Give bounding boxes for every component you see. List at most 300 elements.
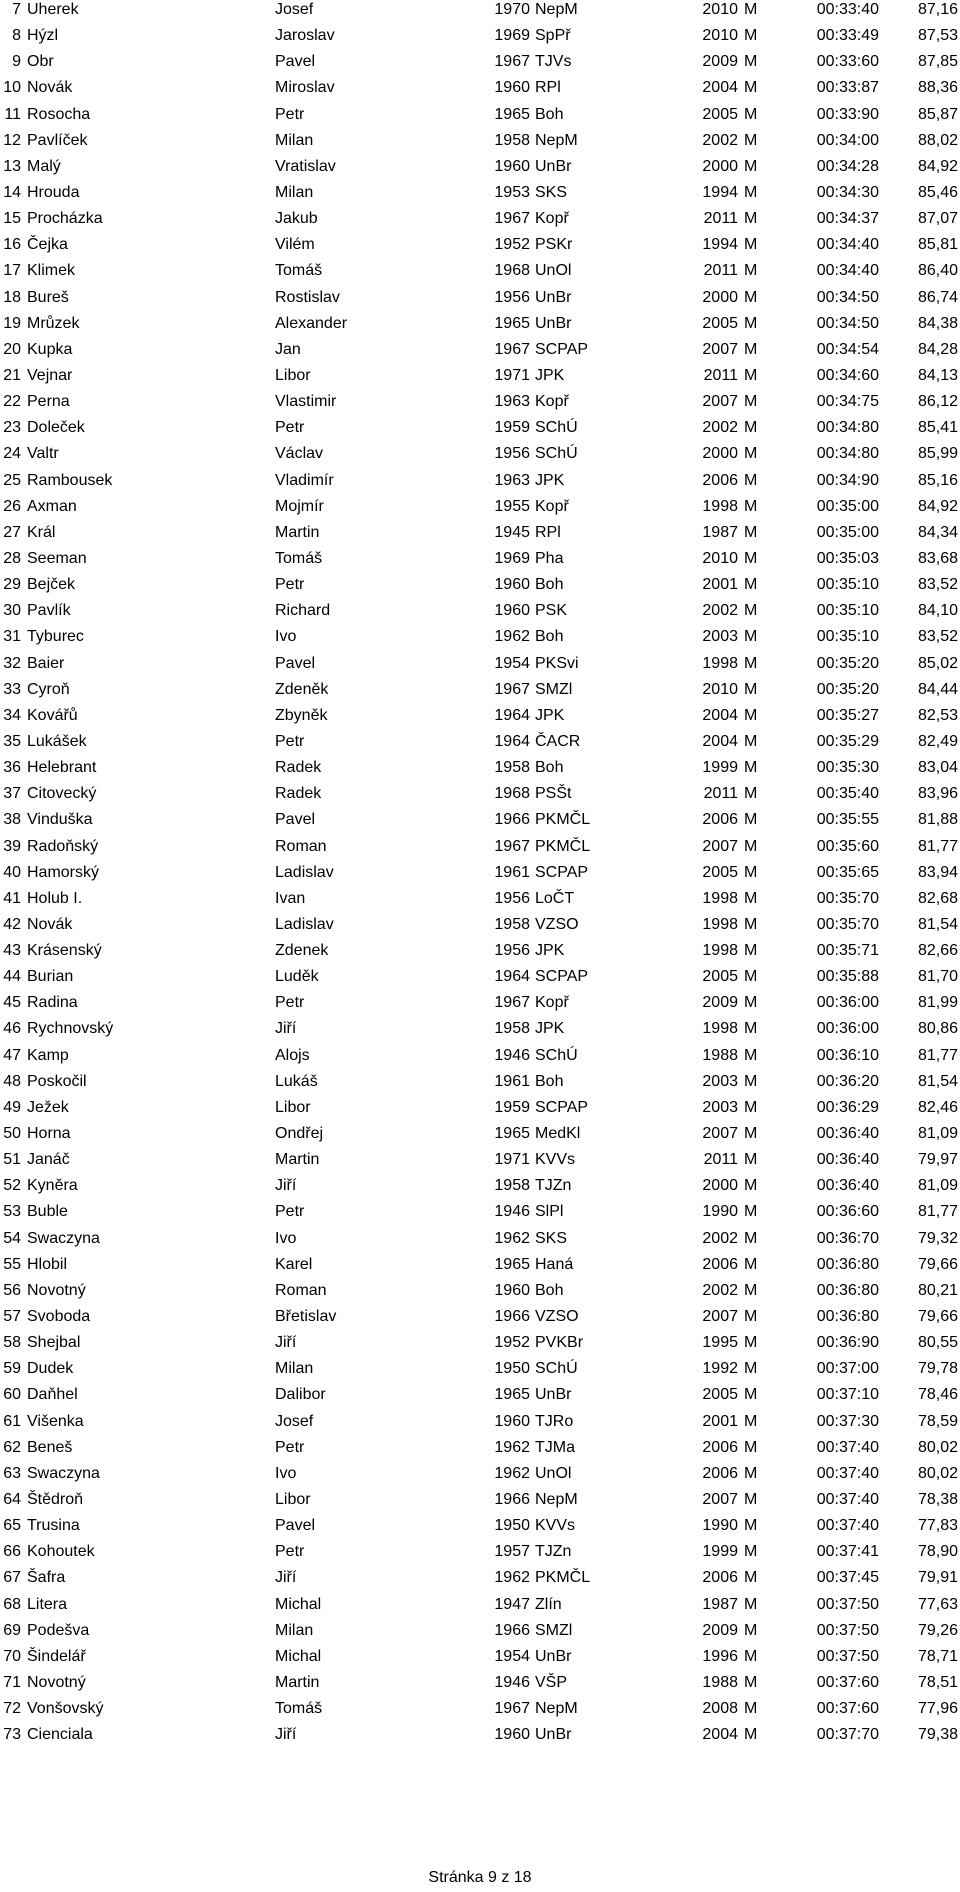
first-name-cell: Petr — [275, 576, 305, 594]
club-cell: Pha — [535, 549, 564, 567]
rank-cell: 48 — [3, 1072, 21, 1090]
club-cell: TJVs — [535, 53, 572, 71]
points-cell: 81,77 — [917, 837, 958, 855]
last-name-cell: Obr — [27, 53, 54, 71]
first-name-cell: Jakub — [275, 210, 318, 228]
season-cell: 1998 — [702, 915, 738, 933]
table-row — [0, 523, 960, 549]
club-cell: SChÚ — [535, 445, 578, 463]
first-name-cell: Pavel — [275, 1517, 316, 1535]
table-row — [0, 1019, 960, 1045]
birth-year-cell: 1963 — [494, 393, 530, 411]
club-cell: SCPAP — [535, 340, 589, 358]
last-name-cell: Kyněra — [27, 1177, 78, 1195]
category-cell: M — [744, 1386, 758, 1404]
club-cell: PKMČL — [535, 1569, 591, 1587]
rank-cell: 27 — [3, 523, 21, 541]
rank-cell: 41 — [3, 889, 21, 907]
time-cell: 00:37:40 — [816, 1491, 879, 1509]
category-cell: M — [744, 1229, 758, 1247]
time-cell: 00:37:45 — [816, 1569, 879, 1587]
category-cell: M — [744, 968, 758, 986]
time-cell: 00:36:20 — [816, 1072, 879, 1090]
category-cell: M — [744, 1203, 758, 1221]
table-row — [0, 157, 960, 183]
birth-year-cell: 1950 — [494, 1517, 530, 1535]
table-row — [0, 993, 960, 1019]
rank-cell: 22 — [3, 393, 21, 411]
time-cell: 00:35:20 — [816, 654, 879, 672]
season-cell: 1995 — [702, 1334, 738, 1352]
birth-year-cell: 1968 — [494, 262, 530, 280]
time-cell: 00:37:50 — [816, 1621, 879, 1639]
rank-cell: 55 — [3, 1255, 21, 1273]
first-name-cell: Václav — [275, 445, 324, 463]
birth-year-cell: 1966 — [494, 1621, 530, 1639]
rank-cell: 39 — [3, 837, 21, 855]
birth-year-cell: 1966 — [494, 811, 530, 829]
table-row — [0, 1412, 960, 1438]
category-cell: M — [744, 366, 758, 384]
first-name-cell: Petr — [275, 1203, 305, 1221]
category-cell: M — [744, 1464, 758, 1482]
table-row — [0, 1150, 960, 1176]
table-row — [0, 366, 960, 392]
last-name-cell: Vejnar — [27, 366, 73, 384]
points-cell: 84,13 — [917, 366, 958, 384]
first-name-cell: Petr — [275, 105, 305, 123]
table-row — [0, 26, 960, 52]
time-cell: 00:37:41 — [816, 1543, 879, 1561]
club-cell: PKMČL — [535, 811, 591, 829]
season-cell: 2004 — [702, 79, 738, 97]
birth-year-cell: 1967 — [494, 340, 530, 358]
table-row — [0, 418, 960, 444]
table-row — [0, 1542, 960, 1568]
first-name-cell: Richard — [275, 602, 331, 620]
season-cell: 2006 — [702, 471, 738, 489]
club-cell: TJZn — [535, 1177, 572, 1195]
category-cell: M — [744, 1412, 758, 1430]
club-cell: VŠP — [535, 1674, 568, 1691]
first-name-cell: Zdeněk — [275, 680, 329, 698]
category-cell: M — [744, 785, 758, 803]
table-row — [0, 78, 960, 104]
points-cell: 77,83 — [917, 1517, 958, 1535]
birth-year-cell: 1969 — [494, 27, 530, 45]
table-row — [0, 601, 960, 627]
points-cell: 78,71 — [917, 1647, 958, 1665]
club-cell: TJZn — [535, 1543, 572, 1561]
first-name-cell: Petr — [275, 1543, 305, 1561]
table-row — [0, 810, 960, 836]
first-name-cell: Jiří — [275, 1726, 297, 1744]
first-name-cell: Radek — [275, 785, 322, 803]
table-row — [0, 288, 960, 314]
time-cell: 00:36:80 — [816, 1281, 879, 1299]
rank-cell: 58 — [3, 1334, 21, 1352]
season-cell: 2000 — [702, 1177, 738, 1195]
time-cell: 00:37:60 — [816, 1674, 879, 1691]
birth-year-cell: 1958 — [494, 1177, 530, 1195]
club-cell: UnOl — [535, 262, 572, 280]
category-cell: M — [744, 445, 758, 463]
season-cell: 2002 — [702, 131, 738, 149]
last-name-cell: Valtr — [27, 445, 59, 463]
points-cell: 87,07 — [917, 210, 958, 228]
club-cell: LoČT — [535, 889, 575, 907]
page-number: Stránka 9 z 18 — [428, 1869, 532, 1886]
club-cell: Zlín — [535, 1595, 562, 1613]
time-cell: 00:36:40 — [816, 1151, 879, 1169]
table-row — [0, 549, 960, 575]
last-name-cell: Axman — [27, 497, 77, 515]
points-cell: 79,38 — [917, 1726, 958, 1744]
time-cell: 00:35:10 — [816, 628, 879, 646]
points-cell: 78,51 — [917, 1674, 958, 1691]
season-cell: 2005 — [702, 863, 738, 881]
time-cell: 00:35:10 — [816, 576, 879, 594]
category-cell: M — [744, 236, 758, 254]
season-cell: 2005 — [702, 314, 738, 332]
birth-year-cell: 1956 — [494, 445, 530, 463]
table-row — [0, 1307, 960, 1333]
club-cell: Kopř — [535, 393, 569, 411]
rank-cell: 65 — [3, 1517, 21, 1535]
season-cell: 2006 — [702, 1464, 738, 1482]
table-row — [0, 497, 960, 523]
first-name-cell: Ivo — [275, 1464, 297, 1482]
table-row — [0, 1438, 960, 1464]
season-cell: 2008 — [702, 1700, 738, 1718]
first-name-cell: Libor — [275, 1491, 311, 1509]
season-cell: 1998 — [702, 1020, 738, 1038]
points-cell: 83,68 — [917, 549, 958, 567]
season-cell: 2010 — [702, 1, 738, 18]
time-cell: 00:33:40 — [816, 1, 879, 18]
points-cell: 81,09 — [917, 1125, 958, 1143]
time-cell: 00:33:49 — [816, 27, 879, 45]
time-cell: 00:35:00 — [816, 497, 879, 515]
category-cell: M — [744, 1334, 758, 1352]
last-name-cell: Bejček — [27, 576, 76, 594]
points-cell: 85,46 — [917, 183, 958, 201]
last-name-cell: Kamp — [27, 1046, 69, 1064]
category-cell: M — [744, 1647, 758, 1665]
birth-year-cell: 1967 — [494, 53, 530, 71]
rank-cell: 10 — [3, 79, 21, 97]
last-name-cell: Uherek — [27, 1, 79, 18]
club-cell: SCPAP — [535, 1098, 589, 1116]
birth-year-cell: 1962 — [494, 1229, 530, 1247]
club-cell: SlPl — [535, 1203, 564, 1221]
first-name-cell: Ladislav — [275, 863, 334, 881]
season-cell: 2011 — [703, 210, 738, 228]
category-cell: M — [744, 27, 758, 45]
points-cell: 81,70 — [917, 968, 958, 986]
category-cell: M — [744, 471, 758, 489]
time-cell: 00:35:20 — [816, 680, 879, 698]
category-cell: M — [744, 1046, 758, 1064]
rank-cell: 14 — [3, 183, 21, 201]
points-cell: 84,44 — [917, 680, 958, 698]
club-cell: SpPř — [535, 27, 571, 45]
season-cell: 2001 — [702, 1412, 738, 1430]
table-row — [0, 732, 960, 758]
time-cell: 00:34:60 — [816, 366, 879, 384]
points-cell: 80,21 — [917, 1281, 958, 1299]
last-name-cell: Poskočil — [27, 1072, 87, 1090]
points-cell: 82,53 — [917, 706, 958, 724]
season-cell: 2007 — [702, 837, 738, 855]
season-cell: 2003 — [702, 628, 738, 646]
time-cell: 00:37:40 — [816, 1438, 879, 1456]
first-name-cell: Miroslav — [275, 79, 335, 97]
table-row — [0, 1281, 960, 1307]
club-cell: KVVs — [535, 1151, 576, 1169]
birth-year-cell: 1963 — [494, 471, 530, 489]
first-name-cell: Roman — [275, 1281, 327, 1299]
points-cell: 82,68 — [917, 889, 958, 907]
category-cell: M — [744, 1700, 758, 1718]
category-cell: M — [744, 419, 758, 437]
last-name-cell: Ježek — [27, 1098, 69, 1116]
birth-year-cell: 1967 — [494, 680, 530, 698]
table-row — [0, 131, 960, 157]
last-name-cell: Trusina — [27, 1517, 80, 1535]
rank-cell: 16 — [3, 236, 21, 254]
club-cell: SKS — [535, 1229, 568, 1247]
birth-year-cell: 1965 — [494, 1255, 530, 1273]
category-cell: M — [744, 889, 758, 907]
last-name-cell: Dudek — [27, 1360, 74, 1378]
birth-year-cell: 1960 — [494, 157, 530, 175]
table-row — [0, 1699, 960, 1725]
category-cell: M — [744, 654, 758, 672]
birth-year-cell: 1960 — [494, 1726, 530, 1744]
first-name-cell: Josef — [275, 1412, 314, 1430]
rank-cell: 13 — [3, 157, 21, 175]
rank-cell: 31 — [3, 628, 21, 646]
rank-cell: 46 — [3, 1020, 21, 1038]
club-cell: JPK — [535, 1020, 565, 1038]
first-name-cell: Ivan — [275, 889, 306, 907]
last-name-cell: Swaczyna — [27, 1464, 100, 1482]
season-cell: 2003 — [702, 1098, 738, 1116]
table-row — [0, 1229, 960, 1255]
season-cell: 2011 — [703, 262, 738, 280]
rank-cell: 40 — [3, 863, 21, 881]
first-name-cell: Vlastimir — [275, 393, 337, 411]
points-cell: 85,99 — [917, 445, 958, 463]
club-cell: UnBr — [535, 1726, 572, 1744]
birth-year-cell: 1965 — [494, 1125, 530, 1143]
time-cell: 00:34:40 — [816, 236, 879, 254]
first-name-cell: Ladislav — [275, 915, 334, 933]
table-row — [0, 444, 960, 470]
time-cell: 00:35:88 — [816, 968, 879, 986]
time-cell: 00:33:87 — [816, 79, 879, 97]
rank-cell: 23 — [3, 419, 21, 437]
table-row — [0, 1124, 960, 1150]
time-cell: 00:33:60 — [816, 53, 879, 71]
table-row — [0, 784, 960, 810]
last-name-cell: Baier — [27, 654, 65, 672]
rank-cell: 64 — [3, 1491, 21, 1509]
time-cell: 00:35:70 — [816, 915, 879, 933]
season-cell: 2010 — [702, 549, 738, 567]
season-cell: 1998 — [702, 942, 738, 960]
category-cell: M — [744, 1020, 758, 1038]
club-cell: Boh — [535, 576, 564, 594]
birth-year-cell: 1962 — [494, 628, 530, 646]
season-cell: 2005 — [702, 1386, 738, 1404]
birth-year-cell: 1952 — [494, 1334, 530, 1352]
rank-cell: 61 — [3, 1412, 21, 1430]
points-cell: 84,92 — [917, 157, 958, 175]
points-cell: 88,36 — [917, 79, 958, 97]
season-cell: 2000 — [702, 288, 738, 306]
points-cell: 83,52 — [917, 576, 958, 594]
birth-year-cell: 1960 — [494, 79, 530, 97]
club-cell: SCPAP — [535, 968, 589, 986]
rank-cell: 59 — [3, 1360, 21, 1378]
season-cell: 2011 — [703, 1151, 738, 1169]
last-name-cell: Novotný — [27, 1281, 86, 1299]
season-cell: 2000 — [702, 445, 738, 463]
rank-cell: 17 — [3, 262, 21, 280]
points-cell: 78,90 — [917, 1543, 958, 1561]
time-cell: 00:35:60 — [816, 837, 879, 855]
points-cell: 87,53 — [917, 27, 958, 45]
points-cell: 85,41 — [917, 419, 958, 437]
birth-year-cell: 1957 — [494, 1543, 530, 1561]
first-name-cell: Lukáš — [275, 1072, 318, 1090]
first-name-cell: Jaroslav — [275, 27, 335, 45]
first-name-cell: Michal — [275, 1595, 322, 1613]
first-name-cell: Jan — [275, 340, 301, 358]
birth-year-cell: 1967 — [494, 210, 530, 228]
birth-year-cell: 1964 — [494, 732, 530, 750]
points-cell: 85,02 — [917, 654, 958, 672]
category-cell: M — [744, 497, 758, 515]
category-cell: M — [744, 1360, 758, 1378]
birth-year-cell: 1958 — [494, 759, 530, 777]
time-cell: 00:37:40 — [816, 1517, 879, 1535]
category-cell: M — [744, 288, 758, 306]
birth-year-cell: 1965 — [494, 1386, 530, 1404]
time-cell: 00:36:70 — [816, 1229, 879, 1247]
points-cell: 85,81 — [917, 236, 958, 254]
table-row — [0, 863, 960, 889]
season-cell: 2003 — [702, 1072, 738, 1090]
last-name-cell: Král — [27, 523, 56, 541]
last-name-cell: Hlobil — [27, 1255, 68, 1273]
first-name-cell: Vratislav — [275, 157, 336, 175]
points-cell: 79,97 — [917, 1151, 958, 1169]
points-cell: 87,16 — [917, 1, 958, 18]
category-cell: M — [744, 1125, 758, 1143]
points-cell: 79,66 — [917, 1308, 958, 1326]
last-name-cell: Šafra — [27, 1569, 66, 1587]
time-cell: 00:35:00 — [816, 523, 879, 541]
birth-year-cell: 1958 — [494, 131, 530, 149]
time-cell: 00:36:90 — [816, 1334, 879, 1352]
points-cell: 81,77 — [917, 1046, 958, 1064]
category-cell: M — [744, 1255, 758, 1273]
last-name-cell: Seeman — [27, 549, 87, 567]
category-cell: M — [744, 942, 758, 960]
time-cell: 00:34:80 — [816, 445, 879, 463]
points-cell: 83,94 — [917, 863, 958, 881]
first-name-cell: Břetislav — [275, 1308, 337, 1326]
rank-cell: 7 — [12, 1, 21, 18]
rank-cell: 47 — [3, 1046, 21, 1064]
category-cell: M — [744, 105, 758, 123]
last-name-cell: Klimek — [27, 262, 76, 280]
rank-cell: 68 — [3, 1595, 21, 1613]
category-cell: M — [744, 314, 758, 332]
table-row — [0, 1621, 960, 1647]
time-cell: 00:37:70 — [816, 1726, 879, 1744]
birth-year-cell: 1946 — [494, 1046, 530, 1064]
club-cell: SMZl — [535, 1621, 573, 1639]
time-cell: 00:34:50 — [816, 314, 879, 332]
time-cell: 00:34:00 — [816, 131, 879, 149]
category-cell: M — [744, 183, 758, 201]
season-cell: 2004 — [702, 706, 738, 724]
time-cell: 00:34:54 — [816, 340, 879, 358]
club-cell: MedKl — [535, 1125, 581, 1143]
season-cell: 2009 — [702, 994, 738, 1012]
season-cell: 2006 — [702, 811, 738, 829]
time-cell: 00:34:28 — [816, 157, 879, 175]
category-cell: M — [744, 994, 758, 1012]
rank-cell: 21 — [3, 366, 21, 384]
table-row — [0, 1673, 960, 1699]
table-row — [0, 1385, 960, 1411]
rank-cell: 19 — [3, 314, 21, 332]
season-cell: 1988 — [702, 1046, 738, 1064]
season-cell: 1988 — [702, 1674, 738, 1691]
table-row — [0, 1516, 960, 1542]
table-row — [0, 627, 960, 653]
time-cell: 00:37:30 — [816, 1412, 879, 1430]
birth-year-cell: 1971 — [494, 1151, 530, 1169]
rank-cell: 15 — [3, 210, 21, 228]
season-cell: 2002 — [702, 419, 738, 437]
time-cell: 00:35:10 — [816, 602, 879, 620]
season-cell: 2004 — [702, 1726, 738, 1744]
club-cell: KVVs — [535, 1517, 576, 1535]
season-cell: 2007 — [702, 340, 738, 358]
rank-cell: 8 — [12, 27, 21, 45]
last-name-cell: Pavlík — [27, 602, 71, 620]
rank-cell: 60 — [3, 1386, 21, 1404]
first-name-cell: Jiří — [275, 1334, 297, 1352]
time-cell: 00:35:29 — [816, 732, 879, 750]
rank-cell: 72 — [3, 1700, 21, 1718]
table-row — [0, 105, 960, 131]
rank-cell: 30 — [3, 602, 21, 620]
club-cell: NepM — [535, 1491, 578, 1509]
birth-year-cell: 1954 — [494, 1647, 530, 1665]
points-cell: 78,38 — [917, 1491, 958, 1509]
birth-year-cell: 1958 — [494, 1020, 530, 1038]
birth-year-cell: 1956 — [494, 889, 530, 907]
season-cell: 1999 — [702, 1543, 738, 1561]
points-cell: 82,49 — [917, 732, 958, 750]
